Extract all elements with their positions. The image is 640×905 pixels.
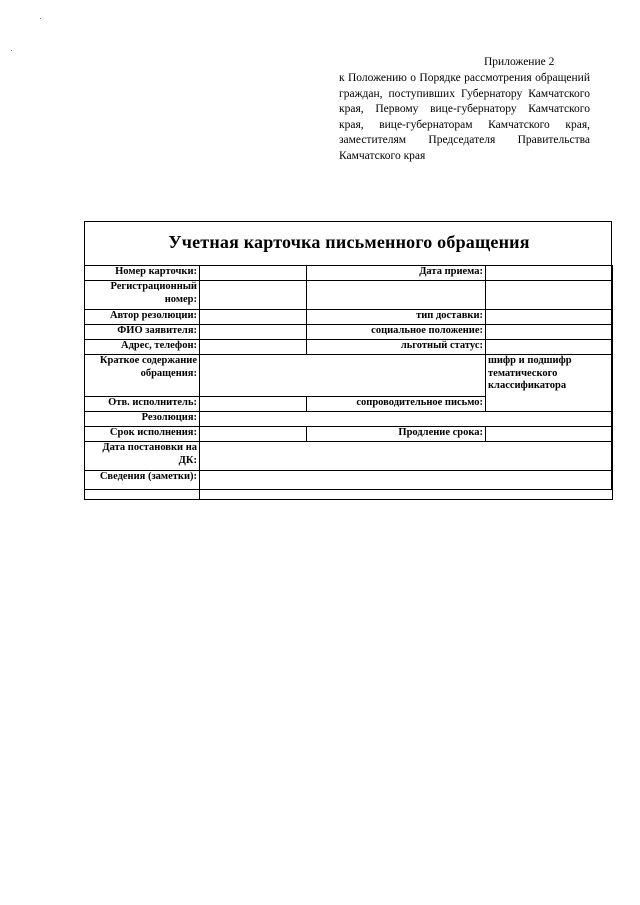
- table-row: [85, 310, 613, 325]
- receipt-date-value[interactable]: [486, 266, 613, 281]
- resolution-label: Резолюция:: [85, 412, 200, 427]
- responsible-executor-label: Отв. исполнитель:: [85, 397, 200, 412]
- delivery-type-label: тип доставки:: [307, 310, 486, 325]
- registration-number-label: Регистрационный номер:: [85, 281, 200, 310]
- table-row: [85, 355, 613, 397]
- card-title: Учетная карточка письменного обращения: [168, 232, 530, 252]
- notes-value[interactable]: [200, 471, 613, 500]
- notes-label: Сведения (заметки):: [85, 471, 200, 500]
- table-row: [85, 442, 613, 471]
- scan-speck: [40, 18, 41, 19]
- cover-letter-label: сопроводительное письмо:: [307, 397, 486, 412]
- empty-cell: [307, 281, 486, 310]
- execution-deadline-label: Срок исполнения:: [85, 427, 200, 442]
- deadline-extension-value[interactable]: [486, 427, 613, 442]
- benefit-status-label: льготный статус:: [307, 340, 486, 355]
- address-phone-value[interactable]: [200, 340, 307, 355]
- table-row: [85, 340, 613, 355]
- table-row: [85, 281, 613, 310]
- table-row: [85, 471, 613, 500]
- receipt-date-label: Дата приема:: [307, 266, 486, 281]
- table-row: [85, 325, 613, 340]
- benefit-status-value[interactable]: [486, 340, 613, 355]
- control-date-label: Дата постановки на ДК:: [85, 442, 200, 471]
- social-status-label: социальное положение:: [307, 325, 486, 340]
- scan-speck: [11, 50, 12, 51]
- appendix-title: Приложение 2: [484, 56, 555, 68]
- control-date-value[interactable]: [200, 442, 613, 471]
- applicant-name-value[interactable]: [200, 325, 307, 340]
- delivery-type-value[interactable]: [486, 310, 613, 325]
- responsible-executor-value[interactable]: [200, 397, 307, 412]
- table-row: [85, 412, 613, 427]
- execution-deadline-value[interactable]: [200, 427, 307, 442]
- resolution-author-label: Автор резолюции:: [85, 310, 200, 325]
- card-fields-table: [84, 265, 613, 500]
- deadline-extension-label: Продление срока:: [307, 427, 486, 442]
- card-number-label: Номер карточки:: [85, 266, 200, 281]
- table-row: [85, 266, 613, 281]
- card-number-value[interactable]: [200, 266, 307, 281]
- social-status-value[interactable]: [486, 325, 613, 340]
- summary-label: Краткое содержание обращения:: [85, 355, 200, 397]
- record-card: [84, 221, 612, 490]
- empty-cell: [486, 281, 613, 310]
- resolution-value[interactable]: [200, 412, 613, 427]
- table-row: [85, 427, 613, 442]
- resolution-author-value[interactable]: [200, 310, 307, 325]
- address-phone-label: Адрес, телефон:: [85, 340, 200, 355]
- classifier-label: шифр и подшифр тематического классификатора: [486, 355, 613, 412]
- applicant-name-label: ФИО заявителя:: [85, 325, 200, 340]
- summary-value[interactable]: [200, 355, 486, 397]
- appendix-text: к Положению о Порядке рассмотрения обращений граждан, поступивших Губернатору Камчатского края, Первому вице-губернатору Камчатского края, вице-губернаторам Камчатского края, заместителям Председателя Правительства Камчатского края: [339, 72, 590, 162]
- registration-number-value[interactable]: [200, 281, 307, 310]
